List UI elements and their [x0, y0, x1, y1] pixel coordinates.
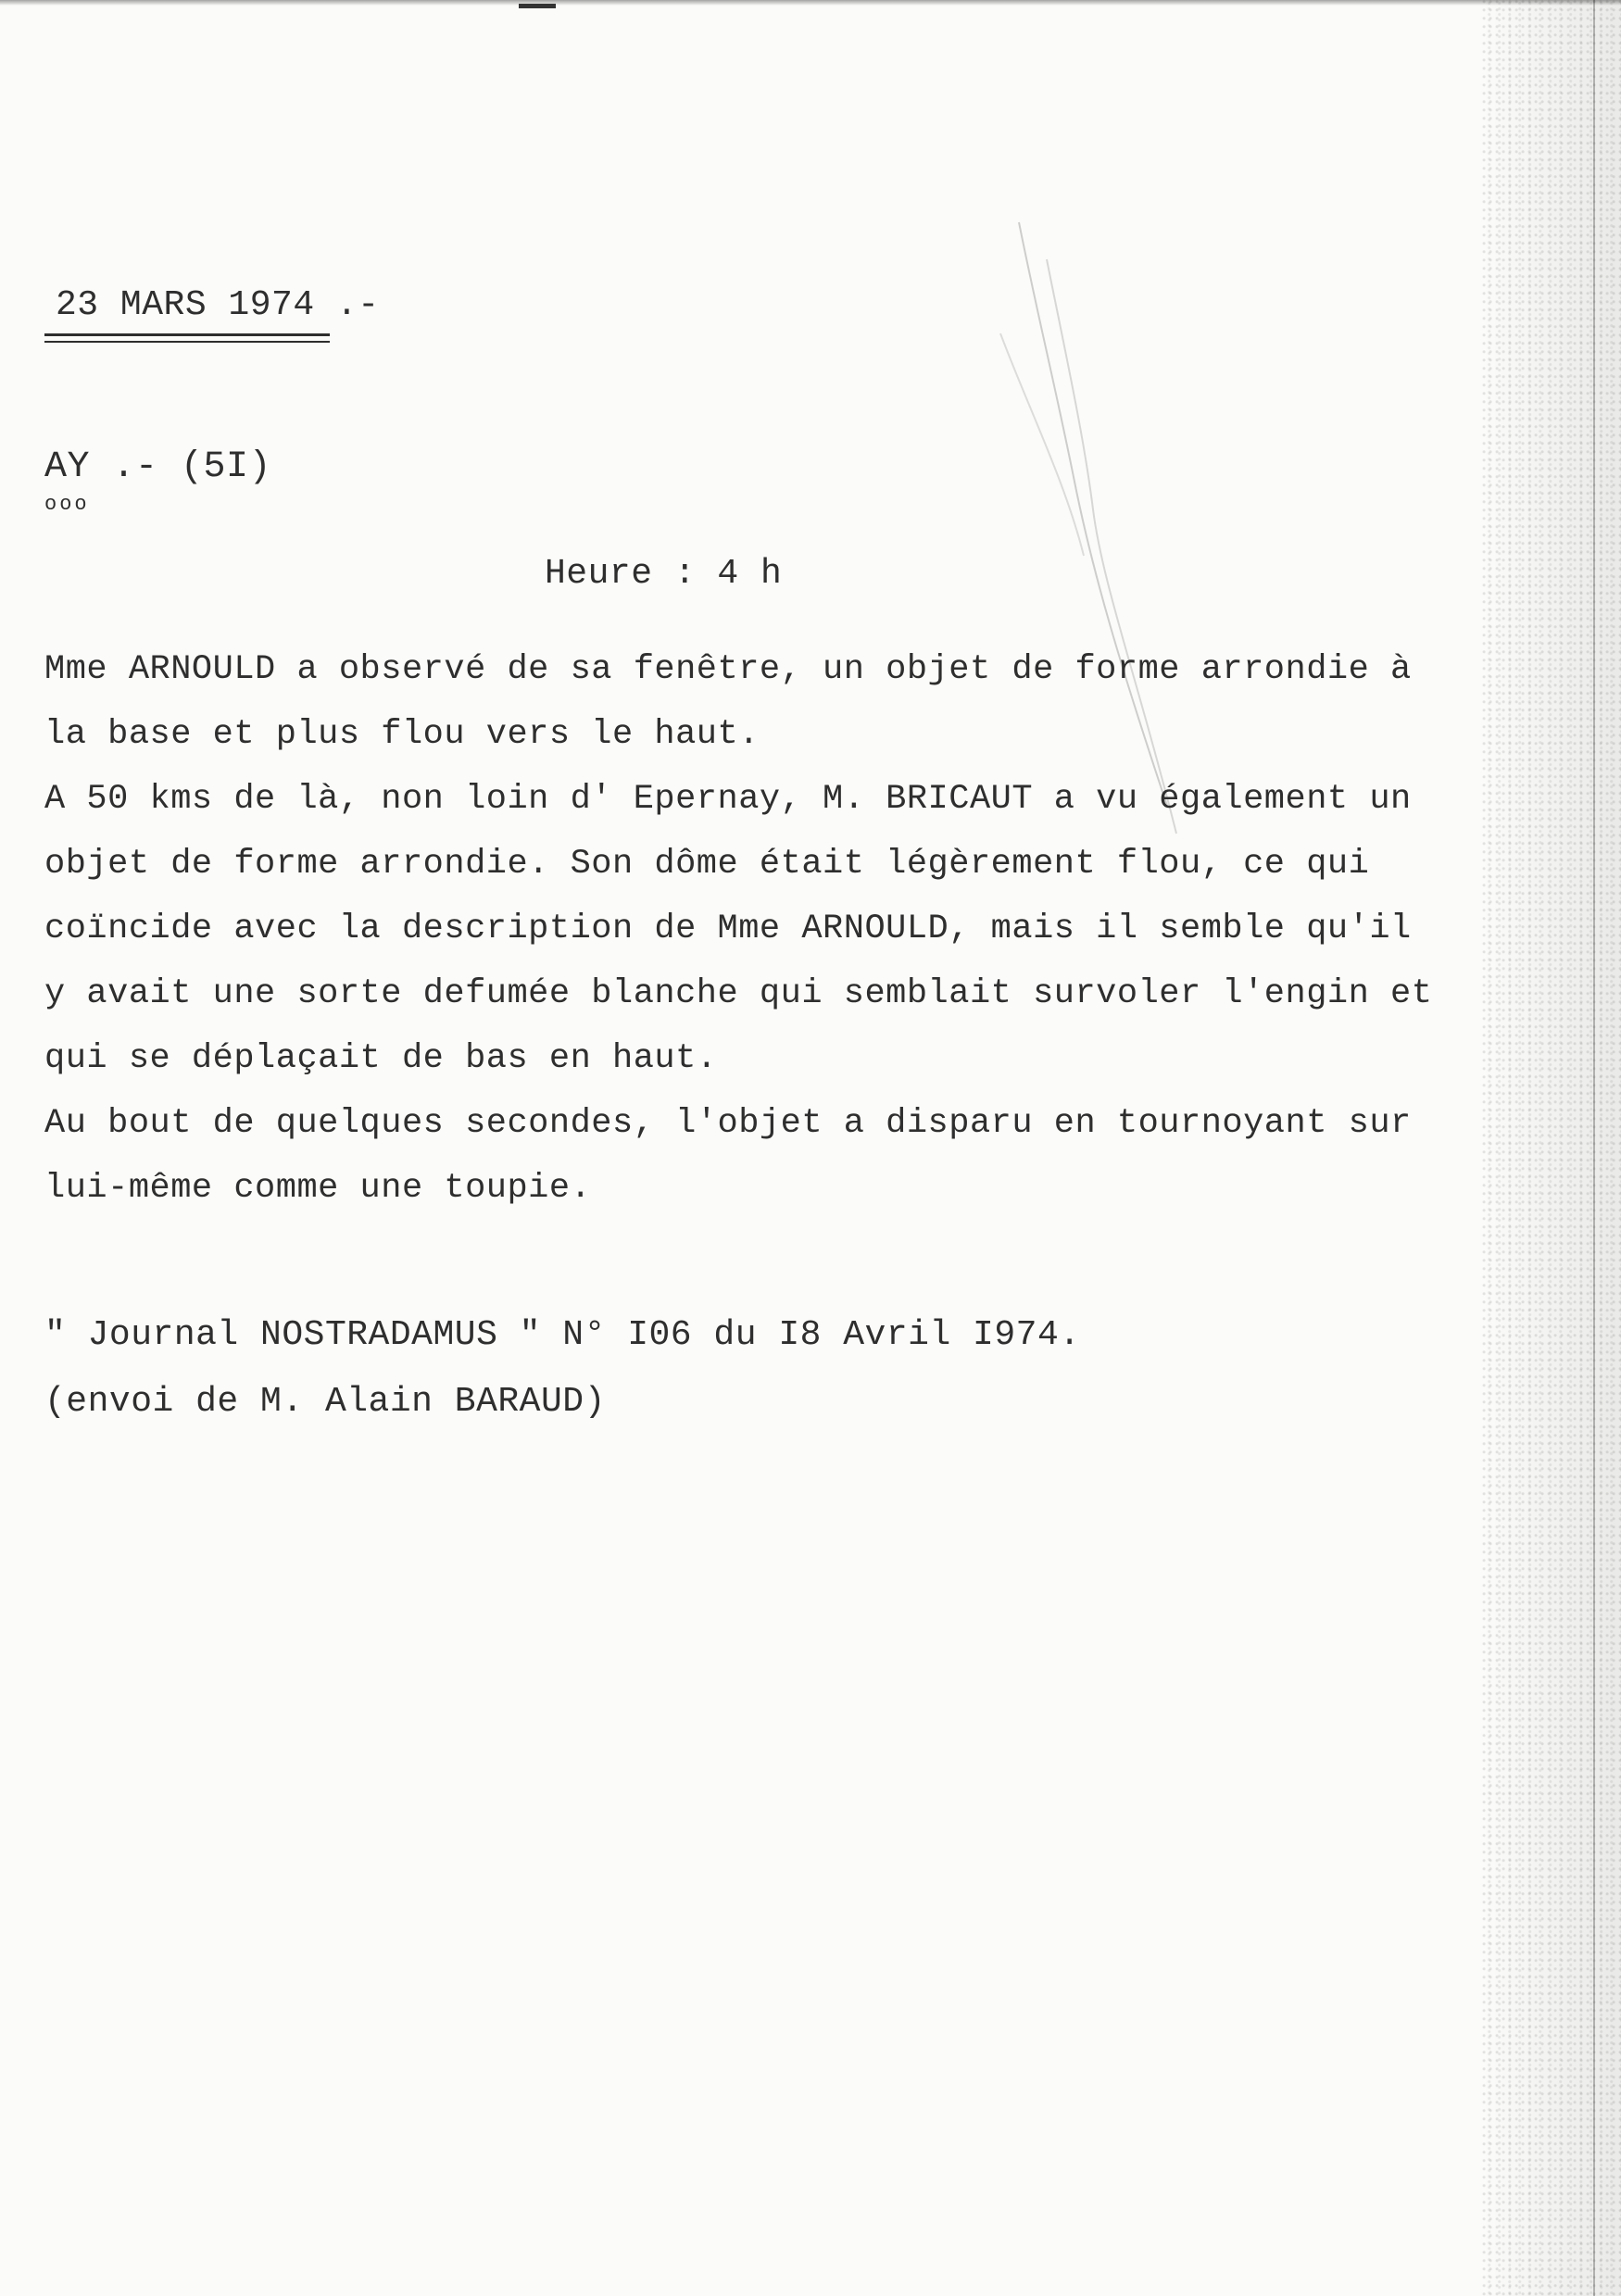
date-underline-double — [44, 341, 330, 343]
body-line: qui se déplaçait de bas en haut. — [44, 1039, 718, 1078]
place-marker: ooo — [44, 493, 90, 516]
scan-top-edge — [0, 0, 1621, 6]
source-reference: " Journal NOSTRADAMUS " N° I06 du I8 Avril I974. — [44, 1315, 1081, 1355]
date-heading: 23 MARS 1974 .- — [56, 285, 380, 325]
place-heading: AY .- (5I) — [44, 446, 272, 488]
hour-line: Heure : 4 h — [545, 554, 783, 594]
scan-top-mark — [519, 4, 556, 8]
body-line: Mme ARNOULD a observé de sa fenêtre, un objet de forme arrondie à — [44, 650, 1412, 689]
body-line: la base et plus flou vers le haut. — [44, 715, 760, 754]
body-line: y avait une sorte defumée blanche qui semblait survoler l'engin et — [44, 974, 1433, 1013]
sender-note: (envoi de M. Alain BARAUD) — [44, 1382, 606, 1422]
body-line: A 50 kms de là, non loin d' Epernay, M. BRICAUT a vu également un — [44, 780, 1412, 819]
pencil-scribble — [982, 204, 1260, 852]
body-line: objet de forme arrondie. Son dôme était légèrement flou, ce qui — [44, 845, 1370, 884]
body-line: coïncide avec la description de Mme ARNOULD, mais il semble qu'il — [44, 910, 1412, 948]
scan-noise-margin — [1482, 0, 1621, 2296]
body-line: Au bout de quelques secondes, l'objet a disparu en tournoyant sur — [44, 1104, 1412, 1143]
body-line: lui-même comme une toupie. — [44, 1169, 592, 1208]
date-underline — [44, 333, 330, 336]
scan-edge-line — [1593, 0, 1595, 2296]
